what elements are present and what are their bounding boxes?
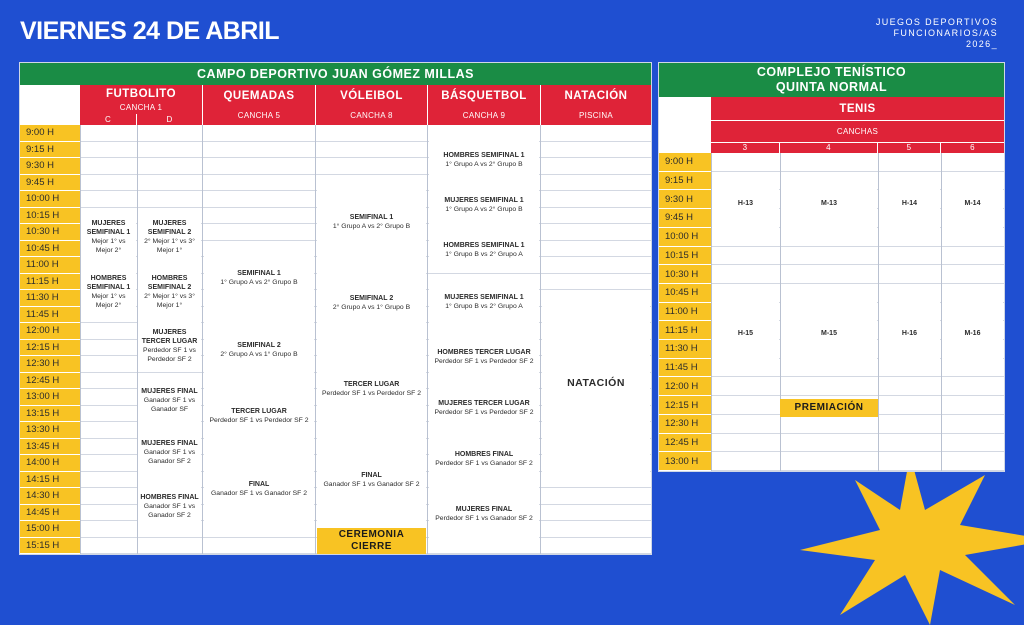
event-futbolito-d-4 bbox=[138, 375, 201, 425]
tenis-courts-label: CANCHAS bbox=[711, 120, 1004, 142]
court-natacion: PISCINA bbox=[541, 106, 651, 125]
event-name bbox=[778, 17, 998, 50]
right-time-label: 11:15 H bbox=[659, 321, 711, 339]
closing-ceremony: CEREMONIA CIERRE bbox=[317, 528, 426, 554]
event-quemadas-4 bbox=[204, 451, 314, 527]
event-title: SEMIFINAL 1 bbox=[349, 214, 394, 221]
left-time-label: 12:45 H bbox=[20, 373, 80, 389]
left-column-line bbox=[80, 125, 81, 554]
event-basquetbol-7 bbox=[429, 435, 539, 483]
event-detail: Perdedor SF 1 vs Perdedor SF 2 bbox=[143, 347, 196, 363]
event-title: FINAL bbox=[361, 472, 382, 479]
event-tenis-h14 bbox=[879, 173, 940, 233]
left-time-label: 9:00 H bbox=[20, 125, 80, 141]
event-quemadas-2 bbox=[204, 319, 314, 381]
event-voleibol-2 bbox=[317, 263, 426, 343]
event-futbolito-d-1 bbox=[138, 211, 201, 263]
right-time-label: 10:30 H bbox=[659, 265, 711, 283]
event-basquetbol-5 bbox=[429, 333, 539, 381]
left-time-label: 12:30 H bbox=[20, 356, 80, 372]
left-column-line bbox=[315, 125, 316, 554]
tenis-court-5: 5 bbox=[878, 142, 941, 153]
event-title: H-16 bbox=[901, 329, 918, 337]
left-time-label: 14:00 H bbox=[20, 455, 80, 471]
event-title: TERCER LUGAR bbox=[231, 408, 287, 415]
event-name-line-3: 2026_ bbox=[965, 39, 998, 49]
tenis-court-3: 3 bbox=[711, 142, 780, 153]
right-time-label: 12:00 H bbox=[659, 377, 711, 395]
event-detail: Perdedor SF 1 vs Perdedor SF 2 bbox=[434, 358, 534, 365]
event-detail: Ganador SF 1 vs Ganador SF 2 bbox=[211, 490, 307, 497]
right-time-label: 12:30 H bbox=[659, 415, 711, 433]
event-title: FINAL bbox=[248, 481, 270, 488]
left-time-label: 14:15 H bbox=[20, 472, 80, 488]
court-quemadas: CANCHA 5 bbox=[203, 106, 315, 125]
right-time-label: 9:30 H bbox=[659, 190, 711, 208]
left-row-line bbox=[80, 141, 651, 142]
event-futbolito-d-3 bbox=[138, 320, 201, 372]
left-time-label: 15:15 H bbox=[20, 538, 80, 554]
event-detail: 1° Grupo B vs 2° Grupo A bbox=[445, 303, 523, 310]
event-detail: Ganador SF 1 vs Ganador SF bbox=[143, 396, 196, 413]
event-detail: 1° Grupo A vs 2° Grupo B bbox=[445, 161, 523, 168]
left-time-label: 11:45 H bbox=[20, 307, 80, 323]
right-time-label: 13:00 H bbox=[659, 452, 711, 470]
event-title: H-13 bbox=[737, 199, 754, 207]
event-futbolito-c-2 bbox=[81, 266, 136, 318]
event-title: MUJERES SEMIFINAL 2 bbox=[147, 220, 192, 236]
left-time-label: 13:30 H bbox=[20, 422, 80, 438]
event-detail: Perdedor SF 1 vs Ganador SF 2 bbox=[435, 460, 533, 467]
right-time-label: 9:45 H bbox=[659, 209, 711, 227]
left-time-label: 15:00 H bbox=[20, 521, 80, 537]
court-futbolito: CANCHA 1 bbox=[80, 102, 202, 114]
event-title: MUJERES SEMIFINAL 1 bbox=[444, 197, 524, 204]
event-detail: Mejor 1° vs Mejor 2° bbox=[91, 293, 126, 309]
event-quemadas-3 bbox=[204, 385, 314, 447]
right-time-label: 9:15 H bbox=[659, 172, 711, 190]
right-corner bbox=[659, 97, 711, 153]
left-column-line bbox=[202, 125, 203, 554]
left-time-label: 13:15 H bbox=[20, 406, 80, 422]
event-detail: Mejor 1° vs Mejor 2° bbox=[91, 238, 126, 254]
left-time-label: 10:00 H bbox=[20, 191, 80, 207]
awards-ceremony: PREMIACIÓN bbox=[780, 399, 878, 417]
right-time-label: 11:30 H bbox=[659, 340, 711, 358]
sport-tenis: TENIS bbox=[711, 97, 1004, 120]
left-time-label: 9:45 H bbox=[20, 175, 80, 191]
sport-voleibol: VÓLEIBOL bbox=[316, 85, 427, 106]
event-title: SEMIFINAL 2 bbox=[349, 295, 394, 302]
event-title: TERCER LUGAR bbox=[343, 381, 400, 388]
event-title: HOMBRES SEMIFINAL 1 bbox=[443, 242, 525, 249]
right-time-label: 9:00 H bbox=[659, 153, 711, 171]
event-detail: Ganador SF 1 vs Ganador SF 2 bbox=[323, 481, 420, 488]
right-time-label: 10:45 H bbox=[659, 284, 711, 302]
event-detail: 2° Grupo A vs 1° Grupo B bbox=[332, 304, 411, 311]
event-basquetbol-2 bbox=[429, 185, 539, 225]
event-title: MUJERES SEMIFINAL 1 bbox=[444, 294, 524, 301]
court-futbolito-d: D bbox=[137, 114, 202, 125]
event-tenis-m16 bbox=[942, 297, 1003, 369]
event-voleibol-4 bbox=[317, 435, 426, 525]
event-title: H-15 bbox=[737, 329, 754, 337]
event-detail: Perdedor SF 1 vs Perdedor SF 2 bbox=[434, 409, 534, 416]
left-time-label: 12:00 H bbox=[20, 323, 80, 339]
event-title: HOMBRES SEMIFINAL 2 bbox=[147, 275, 192, 291]
event-title: M-14 bbox=[964, 199, 981, 207]
event-title: MUJERES TERCER LUGAR bbox=[438, 400, 530, 407]
event-title: H-14 bbox=[901, 199, 918, 207]
event-title: HOMBRES SEMIFINAL 1 bbox=[443, 152, 525, 159]
right-time-label: 11:00 H bbox=[659, 303, 711, 321]
event-voleibol-3 bbox=[317, 347, 426, 431]
event-tenis-m15 bbox=[781, 297, 877, 369]
left-time-label: 13:45 H bbox=[20, 439, 80, 455]
star-decoration bbox=[800, 455, 1024, 625]
event-detail: 2° Mejor 1° vs 3° Mejor 1° bbox=[144, 293, 195, 309]
event-title: SEMIFINAL 2 bbox=[237, 342, 281, 349]
left-time-label: 9:30 H bbox=[20, 158, 80, 174]
right-row-line bbox=[711, 451, 1004, 452]
event-quemadas-1 bbox=[204, 241, 314, 315]
event-basquetbol-6 bbox=[429, 385, 539, 431]
event-detail: 1° Grupo A vs 2° Grupo B bbox=[332, 223, 411, 230]
left-row-line bbox=[80, 174, 651, 175]
left-schedule-panel bbox=[19, 62, 652, 555]
right-row-line bbox=[711, 171, 1004, 172]
event-title: SEMIFINAL 1 bbox=[237, 270, 281, 277]
left-corner bbox=[20, 85, 80, 125]
event-futbolito-d-2 bbox=[138, 266, 201, 318]
event-basquetbol-4 bbox=[429, 277, 539, 327]
event-detail: Perdedor SF 1 vs Perdedor SF 2 bbox=[209, 417, 309, 424]
event-detail: 2° Grupo A vs 1° Grupo B bbox=[220, 351, 298, 358]
page-title: VIERNES 24 DE ABRIL bbox=[20, 17, 280, 45]
event-title: MUJERES FINAL bbox=[455, 506, 513, 513]
event-detail: 1° Grupo A vs 2° Grupo B bbox=[445, 206, 523, 213]
right-row-line bbox=[711, 470, 1004, 471]
event-futbolito-d-6 bbox=[138, 481, 201, 531]
left-time-label: 11:00 H bbox=[20, 257, 80, 273]
right-time-label: 11:45 H bbox=[659, 359, 711, 377]
event-title: HOMBRES FINAL bbox=[140, 493, 199, 501]
tenis-court-4: 4 bbox=[780, 142, 878, 153]
event-name-line-1: JUEGOS DEPORTIVOS bbox=[875, 17, 998, 27]
left-time-label: 10:15 H bbox=[20, 208, 80, 224]
sport-futbolito: FUTBOLITO bbox=[80, 85, 202, 102]
left-time-label: 12:15 H bbox=[20, 340, 80, 356]
left-time-label: 10:30 H bbox=[20, 224, 80, 240]
sport-quemadas: QUEMADAS bbox=[203, 85, 315, 106]
right-venue-title bbox=[659, 63, 1004, 97]
event-title: M-16 bbox=[964, 329, 981, 337]
event-detail: 2° Mejor 1° vs 3° Mejor 1° bbox=[144, 238, 195, 254]
event-detail: Perdedor SF 1 vs Ganador SF 2 bbox=[435, 515, 533, 522]
right-row-line bbox=[711, 395, 1004, 396]
event-tenis-h13 bbox=[712, 173, 779, 233]
event-basquetbol-8 bbox=[429, 487, 539, 541]
left-column-line bbox=[540, 125, 541, 554]
left-time-label: 14:30 H bbox=[20, 488, 80, 504]
court-voleibol: CANCHA 8 bbox=[316, 106, 427, 125]
left-time-label: 13:00 H bbox=[20, 389, 80, 405]
right-time-label: 10:15 H bbox=[659, 247, 711, 265]
event-detail: Ganador SF 1 vs Ganador SF 2 bbox=[143, 448, 196, 465]
left-time-label: 9:15 H bbox=[20, 142, 80, 158]
event-tenis-m13 bbox=[781, 173, 877, 233]
event-title: HOMBRES TERCER LUGAR bbox=[437, 349, 531, 356]
event-title: MUJERES TERCER LUGAR bbox=[141, 329, 198, 345]
event-detail: Ganador SF 1 vs Ganador SF 2 bbox=[143, 502, 196, 519]
sport-natacion: NATACIÓN bbox=[541, 85, 651, 106]
event-tenis-m14 bbox=[942, 173, 1003, 233]
right-schedule-panel bbox=[658, 62, 1005, 472]
left-time-label: 10:45 H bbox=[20, 241, 80, 257]
right-time-label: 12:45 H bbox=[659, 434, 711, 452]
left-time-label: 11:15 H bbox=[20, 274, 80, 290]
right-row-line bbox=[711, 433, 1004, 434]
right-venue-line-2: QUINTA NORMAL bbox=[775, 80, 888, 94]
court-basquetbol: CANCHA 9 bbox=[428, 106, 540, 125]
event-detail: 1° Grupo A vs 2° Grupo B bbox=[220, 279, 298, 286]
sport-basquetbol: BÁSQUETBOL bbox=[428, 85, 540, 106]
event-title: NATACIÓN bbox=[567, 376, 625, 389]
right-row-line bbox=[711, 264, 1004, 265]
event-title: MUJERES SEMIFINAL 1 bbox=[86, 220, 131, 236]
left-row-line bbox=[80, 157, 651, 158]
event-basquetbol-3 bbox=[429, 229, 539, 271]
right-venue-line-1: COMPLEJO TENÍSTICO bbox=[756, 65, 907, 79]
left-time-label: 14:45 H bbox=[20, 505, 80, 521]
event-title: HOMBRES SEMIFINAL 1 bbox=[86, 275, 131, 291]
left-column-line bbox=[427, 125, 428, 554]
event-futbolito-d-5 bbox=[138, 427, 201, 477]
event-tenis-h16 bbox=[879, 297, 940, 369]
right-time-label: 10:00 H bbox=[659, 228, 711, 246]
event-detail: 1° Grupo B vs 2° Grupo A bbox=[445, 251, 523, 258]
event-basquetbol-1 bbox=[429, 139, 539, 181]
event-voleibol-1 bbox=[317, 185, 426, 259]
left-venue-title: CAMPO DEPORTIVO JUAN GÓMEZ MILLAS bbox=[20, 63, 651, 85]
left-time-label: 11:30 H bbox=[20, 290, 80, 306]
event-title: M-15 bbox=[821, 329, 837, 337]
event-name-line-2: FUNCIONARIOS/AS bbox=[893, 28, 998, 38]
event-title: MUJERES FINAL bbox=[141, 439, 198, 447]
event-natacion bbox=[542, 293, 650, 473]
event-detail: Perdedor SF 1 vs Perdedor SF 2 bbox=[322, 390, 421, 397]
event-title: M-13 bbox=[821, 199, 837, 207]
right-row-line bbox=[711, 376, 1004, 377]
court-futbolito-c: C bbox=[80, 114, 137, 125]
right-time-label: 12:15 H bbox=[659, 396, 711, 414]
event-tenis-h15 bbox=[712, 297, 779, 369]
right-row-line bbox=[711, 283, 1004, 284]
event-title: MUJERES FINAL bbox=[141, 387, 198, 395]
event-title: HOMBRES FINAL bbox=[454, 451, 514, 458]
event-futbolito-c-1 bbox=[81, 211, 136, 263]
right-row-line bbox=[711, 246, 1004, 247]
tenis-court-6: 6 bbox=[941, 142, 1004, 153]
